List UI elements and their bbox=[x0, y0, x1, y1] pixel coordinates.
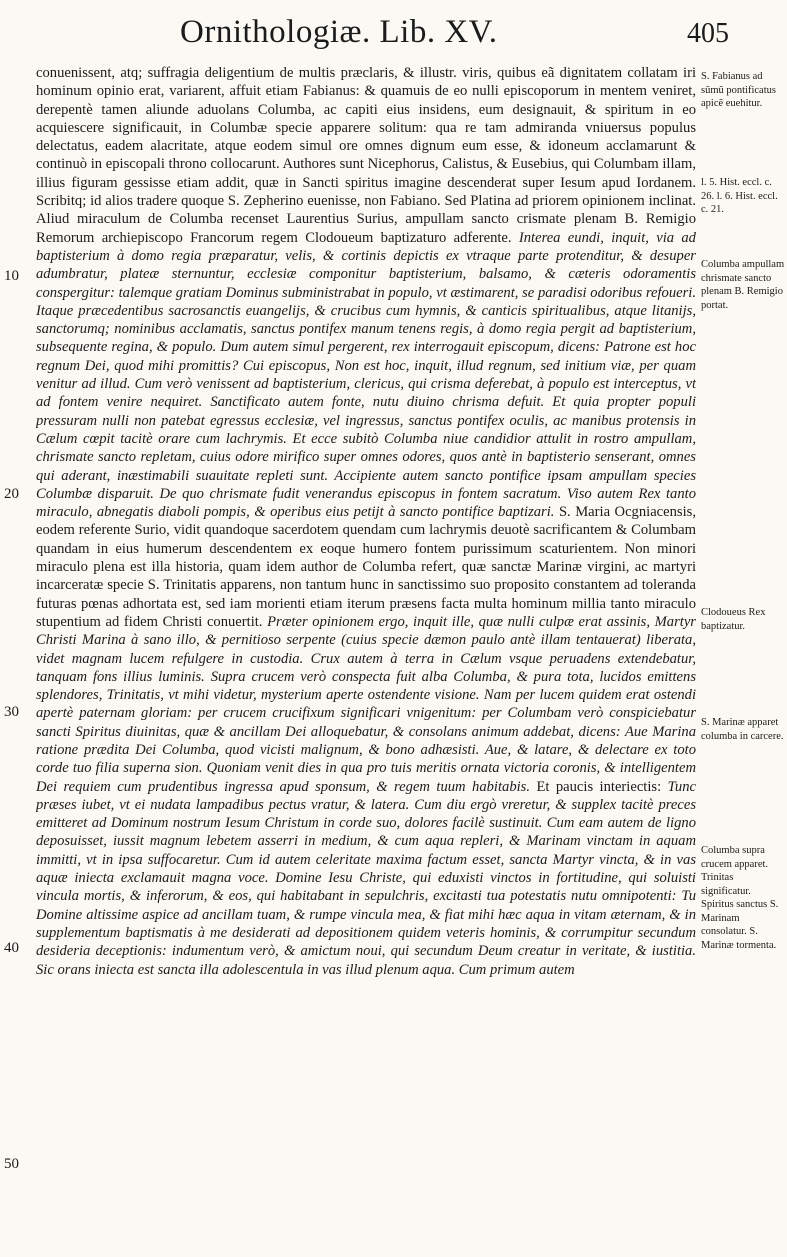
line-number: 40 bbox=[4, 940, 19, 956]
running-title: Ornithologiæ. Lib. XV. bbox=[180, 14, 498, 50]
margin-note: Columba supra crucem apparet. Trinitas significatur. Spiritus sanctus S. Marinam consolatur. S. Marinæ tormenta. bbox=[701, 845, 779, 951]
line-number: 20 bbox=[4, 486, 19, 502]
margin-note: S. Marinæ apparet columba in carcere. bbox=[701, 717, 784, 742]
quotation: Tunc præses iubet, vt ei nudata lampadibus pectus vratur, & latera. Cum diu ergò vreretur, & supplex tacitè preces emitteret ad Dominum nostrum Iesum Christum in corde suo, dolores facilè sustinuit. Cum eam autem de ligno deposuisset, iussit magnum lebetem asserri in medium, & cum aqua repleri, & Marinam vinctam in aquam immitti, vt in ipsa suffocaretur. Cum id autem celeritate maxima factum esset, sancta Martyr vincta, & in vas aquæ iniecta exclamauit magna voce. Domine Iesu Christe, qui eduxisti vinctos in fortitudine, qui soluisti vincula mortis, & inferorum, & eos, qui habitabant in sepulchris, excitasti tua potestatis nutu omnipotenti: Tu Domine altissime aspice ad ancillam tuam, & rumpe vincula mea, & fiat mihi hæc aqua in vitam æternam, & in supplementum baptismatis à me desiderati ad depositionem quidem veteris hominis, & corrumpitur secundum desideria deceptionis: indumentum verò, & amictum noui, qui secundum Deum creatur in veritate, & iustitia. Sic orans iniecta est sancta illa adolescentula in vas illud plenum aqua. Cum primum autem bbox=[36, 778, 696, 978]
margin-note: Clodoueus Rex baptizatur. bbox=[701, 607, 766, 632]
line-number: 10 bbox=[4, 268, 19, 284]
page-number: 405 bbox=[687, 18, 729, 49]
line-number: 50 bbox=[4, 1156, 19, 1172]
line-number: 30 bbox=[4, 704, 19, 720]
quotation: Interea eundi, inquit, via ad baptisterium à domo regia præparatur, velis, & cortinis depictis ex vtraque parte protenditur, & desuper adumbratur, plateæ sternuntur, ecclesiæ componitur baptisterium, balsamo, & cæteris odoramentis conspergitur: talemque gratiam Dominus subministrabat in populo, vt æstimarent, se paradisi odoribus refoueri. Itaque præcedentibus sacrosanctis euangelijs, & crucibus cum hymnis, & canticis spiritualibus, atque litanijs, sanctorumq; nominibus acclamatis, sanctus pontifex manum tenens regis, à domo regia pergit ad baptisterium, subsequente regina, & populo. Dum autem simul pergerent, rex interrogauit episcopum, dicens: Patrone est hoc regnum Dei, quod mihi promittis? Cui episcopus, Non est hoc, inquit, illud regnum, sed initium viæ, per quam venitur ad illud. Cum verò venissent ad baptisterium, clericus, qui crisma deferebat, à populo est interceptus, vt ad fontem venire nequiret. Sanctificato autem fonte, nutu diuino chrisma defuit. Et quia propter populi pressuram nulli non patebat egressus ecclesiæ, vel ingressus, sanctus pontifex oculis, ac manibus protensis in Cælum cœpit tacitè orare cum lachrymis. Et ecce subitò Columba niue candidior attulit in rostro ampullam, chrismate sancto repletam, cuius odore mirifico super omnes odores, quos antè in baptisterio senserant, omnes qui aderant, inæstimabili suauitate repleti sunt. Accipiente autem sancto pontifice ipsam ampullam species Columbæ disparuit. De quo chrismate fudit venerandus episcopus in fontem sacratum. Viso autem Rex tanto miraculo, abnegatis diaboli pompis, & operibus eius petijt à sancto pontifice baptizari. bbox=[36, 229, 696, 521]
margin-note: Columba ampullam chrismate sancto plenam B. Remigio portat. bbox=[701, 259, 785, 311]
body-paragraph: conuenissent, atq; suffragia deligentium de multis præclaris, & illustr. viris, quibus eã dignitatem collatam iri hominum opinio erat, variarent, affuit etiam Fabianus: & quamuis de eo nulli episcoporum in mentem veniret, derepentè tamen aliunde aduolans Columba, ac capiti eius insidens, eum designauit, & spiritum in eo acquiescere significauit, in Columbæ specie apparere solitum: qua re tam admiranda vniuersus populus delectatus, eadem alacritate, atque eodem simul ore omnes dignum eum esse, & idoneum acclamarunt & continuò in episcopali throno collocarunt. Authores sunt Nicephorus, Calistus, & Eusebius, qui Columbam illam, illius figuram gessisse etiam addit, quæ in Sancti spiritus imagine descenderat super Iesum apud Iordanem. Scribitq; id alios tradere quoque S. Zepherino euenisse, non Fabiano. Sed Platina ad priorem opinionem inclinat. Aliud miraculum de Columba recenset Laurentius Surius, ampullam sancto crismate plenam B. Remigio Remorum archiepiscopo Francorum regem Clodoueum baptizaturo adferente. bbox=[36, 65, 696, 246]
line-number-column bbox=[4, 64, 34, 1249]
margin-note: l. 5. Hist. eccl. c. 26. l. 6. Hist. eccl. c. 21. bbox=[701, 177, 778, 215]
body-paragraph: S. Maria Ocgniacensis, eodem referente Surio, vidit quandoque sacerdotem quendam cum lachrymis deuotè sacrificantem & Columbam quandam in eius humerum descendentem ex eoque humero fontem purissimum scaturientem. Non minori miraculo plena est illa historia, quam idem author de Columba refert, quæ sanctæ Marinæ virgini, ac martyri incarceratæ specie S. Trinitatis apparens, non tantum hunc in sanctissimo suo proposito constantem ad toleranda futuras pœnas adhortata est, sed iam morienti etiam iterum præsens facta multa hominum millia tanto miraculo stupentium ad fidem Christi conuertit. bbox=[36, 504, 696, 630]
page-header bbox=[0, 14, 787, 64]
marginal-notes-column bbox=[701, 64, 785, 1249]
quotation: Præter opinionem ergo, inquit ille, quæ nulli culpæ erat assinis, Martyr Christi Marina à sano illo, & pernitioso serpente (cuius specie dæmon paulo antè illam tentauerat) liberata, videt magnam lucem refulgere in custodia. Crux autem à terra in Cælum vsque peruadens extendebatur, tanquam fons illius luminis. Supra crucem verò conspecta fuit alba Columba, & pura tota, lucidos emittens splendores, Trinitatis, vt mihi videtur, mysterium aperte ostendente visione. Nam per lucem quidem erat ostendi apertè paternam gloriam: per crucem crucifixum significari vnigenitum: per Columbam verò conspiciebatur sancti Spiritus diuinitas, quæ & ancillam Dei alloquebatur, & consolans animum addebat, dicens: Aue Marina ratione prædita Dei Columba, quod vicisti malignum, & bono adhæsisti. Aue, & latare, & delectare ex toto corde tuo filia superna sion. Quoniam venit dies in qua pro tuis meritis ornata victoria coronis, & intelligentem Dei requiem cum prudentibus ingressa apud sponsum, & regem tuum habitabis. bbox=[36, 613, 696, 795]
body-paragraph: Et paucis interiectis: bbox=[536, 778, 662, 795]
margin-note: S. Fabianus ad sũmũ pontificatus apicẽ euehitur. bbox=[701, 71, 776, 109]
main-text-column bbox=[36, 64, 696, 1249]
